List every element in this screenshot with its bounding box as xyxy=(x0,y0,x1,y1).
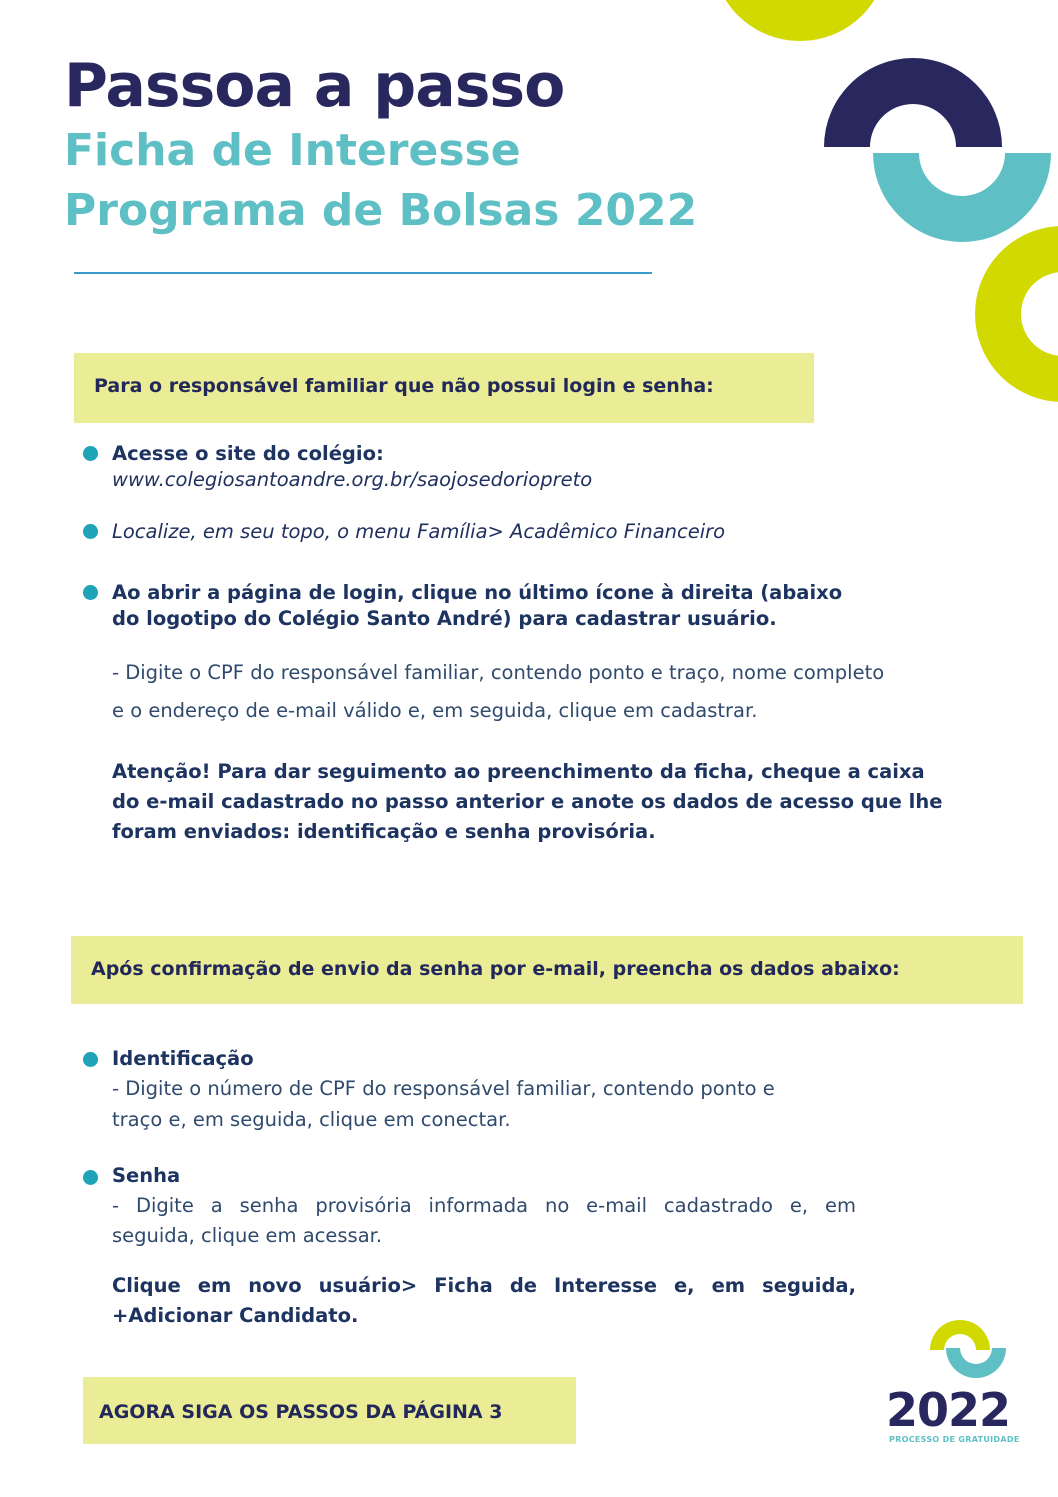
password-title: Senha xyxy=(112,1164,181,1187)
logo-caption: PROCESSO DE GRATUIDADE xyxy=(889,1435,1020,1444)
step1-url: www.colegiosantoandre.org.br/saojosedoriopreto xyxy=(112,468,593,491)
attention-line2: do e-mail cadastrado no passo anterior e anote os dados de acesso que lhe xyxy=(112,790,943,813)
bullet-icon xyxy=(83,1052,98,1067)
bullet-icon xyxy=(83,524,98,539)
decorative-arch-teal xyxy=(873,153,1051,243)
bullet-icon xyxy=(83,585,98,600)
identification-line2: traço e, em seguida, clique em conectar. xyxy=(112,1108,511,1131)
section2-heading: Após confirmação de envio da senha por e-mail, preencha os dados abaixo: xyxy=(91,958,900,980)
password-line2: seguida, clique em acessar. xyxy=(112,1224,383,1247)
attention-line1: Atenção! Para dar seguimento ao preenchimento da ficha, cheque a caixa xyxy=(112,760,925,783)
bullet-icon xyxy=(83,1170,98,1185)
logo-year: 2022 xyxy=(886,1383,1011,1437)
logo-arch-teal-icon xyxy=(946,1348,1006,1378)
page-subtitle-line2: Programa de Bolsas 2022 xyxy=(64,185,698,236)
next-steps-banner xyxy=(83,1377,576,1444)
step3-detail-line2: e o endereço de e-mail válido e, em seguida, clique em cadastrar. xyxy=(112,699,758,722)
section2-heading-box xyxy=(71,936,1023,1004)
step1-title: Acesse o site do colégio: xyxy=(112,442,384,465)
step3-line2: do logotipo do Colégio Santo André) para cadastrar usuário. xyxy=(112,607,777,630)
decorative-ring-lime-top xyxy=(712,0,888,41)
section1-heading: Para o responsável familiar que não possui login e senha: xyxy=(94,375,714,397)
bullet-icon xyxy=(83,446,98,461)
page-title: Passoa a passo xyxy=(64,51,565,121)
step3-detail-line1: - Digite o CPF do responsável familiar, contendo ponto e traço, nome completo xyxy=(112,661,885,684)
step2-text: Localize, em seu topo, o menu Família> Acadêmico Financeiro xyxy=(112,520,726,543)
decorative-ring-lime-right xyxy=(975,226,1058,402)
password-line1: - Digite a senha provisória informada no e-mail cadastrado e, em xyxy=(112,1194,856,1217)
identification-title: Identificação xyxy=(112,1047,254,1070)
attention-line3: foram enviados: identificação e senha provisória. xyxy=(112,820,656,843)
section1-heading-box xyxy=(74,353,814,423)
decorative-arch-navy xyxy=(824,58,1002,148)
logo-arch-lime-icon xyxy=(930,1320,990,1350)
step3-line1: Ao abrir a página de login, clique no último ícone à direita (abaixo xyxy=(112,581,843,604)
final-instruction-line2: +Adicionar Candidato. xyxy=(112,1304,359,1327)
identification-line1: - Digite o número de CPF do responsável familiar, contendo ponto e xyxy=(112,1077,775,1100)
next-steps-text: AGORA SIGA OS PASSOS DA PÁGINA 3 xyxy=(99,1401,503,1423)
page-subtitle-line1: Ficha de Interesse xyxy=(64,125,521,176)
final-instruction-line1: Clique em novo usuário> Ficha de Interesse e, em seguida, xyxy=(112,1274,856,1297)
title-divider xyxy=(74,272,652,274)
